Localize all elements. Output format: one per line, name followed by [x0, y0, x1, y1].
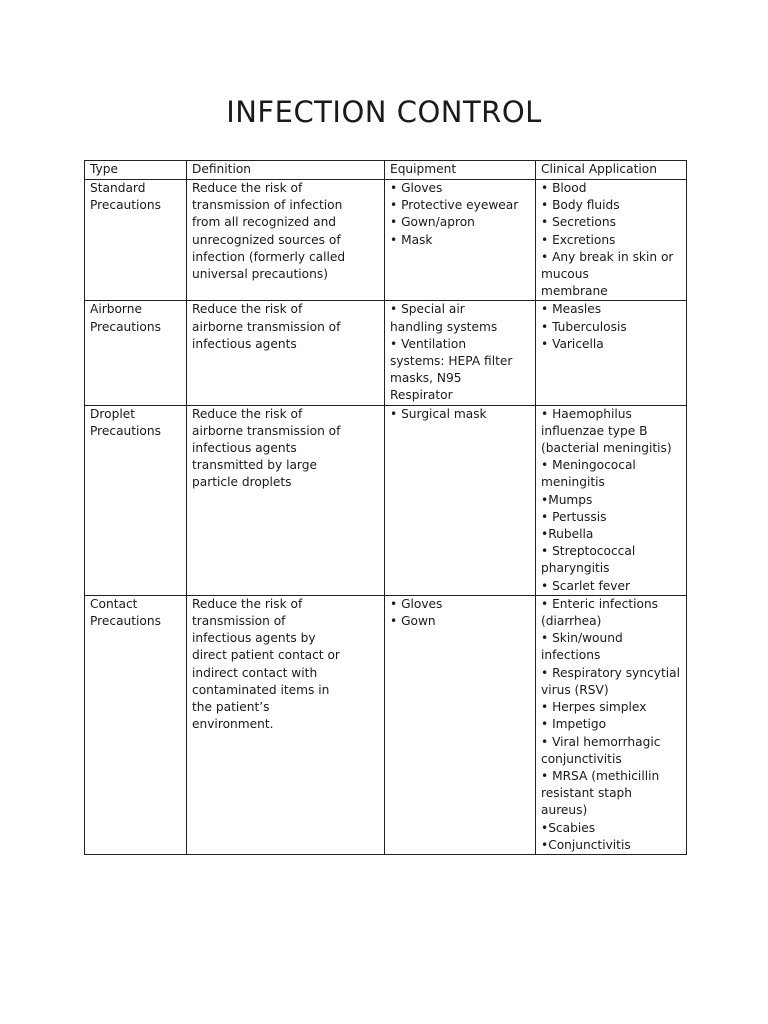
cell-text-line: • Respiratory syncytial	[541, 665, 680, 680]
cell-text-line: (bacterial meningitis)	[541, 441, 672, 456]
cell-text-line: masks, N95	[390, 371, 462, 386]
cell-text-line: • Protective eyewear	[390, 198, 519, 213]
cell-text-line: direct patient contact or	[192, 648, 340, 663]
cell-text-line: particle droplets	[192, 475, 292, 490]
cell-clinical-application	[536, 301, 687, 405]
cell-text-line: aureus)	[541, 803, 588, 818]
cell-text-line: • Impetigo	[541, 717, 607, 732]
cell-text-line: airborne transmission of	[192, 423, 341, 438]
cell-text-line: Contact	[90, 596, 138, 611]
cell-text-line: Airborne	[90, 302, 142, 317]
cell-type	[85, 595, 187, 854]
table-row	[85, 301, 687, 405]
cell-text-line: • Special air	[390, 302, 465, 317]
cell-text-line: mucous	[541, 267, 589, 282]
cell-text-line: • Mask	[390, 232, 433, 247]
cell-definition	[187, 595, 385, 854]
cell-text-line: • Varicella	[541, 336, 604, 351]
cell-text-line: indirect contact with	[192, 665, 318, 680]
cell-text-line: • Gown/apron	[390, 215, 475, 230]
cell-text-line: • Measles	[541, 302, 602, 317]
cell-text-line: infectious agents	[192, 336, 297, 351]
cell-text-line: Reduce the risk of	[192, 302, 303, 317]
cell-text-line: infections	[541, 648, 601, 663]
header-type: Type	[85, 161, 187, 180]
cell-text-line: • Viral hemorrhagic	[541, 734, 661, 749]
cell-text-line: • Body fluids	[541, 198, 620, 213]
cell-text-line: Respirator	[390, 388, 453, 403]
cell-equipment	[385, 405, 536, 595]
cell-definition	[187, 301, 385, 405]
cell-text-line: Droplet	[90, 406, 135, 421]
cell-text-line: influenzae type B	[541, 423, 648, 438]
cell-text-line: contaminated items in	[192, 682, 330, 697]
table-row	[85, 595, 687, 854]
cell-text-line: airborne transmission of	[192, 319, 341, 334]
cell-text-line: Precautions	[90, 319, 161, 334]
cell-text-line: • Scarlet fever	[541, 578, 631, 593]
cell-text-line: transmission of infection	[192, 198, 343, 213]
cell-text-line: • Herpes simplex	[541, 700, 647, 715]
header-definition: Definition	[187, 161, 385, 180]
cell-text-line: • Secretions	[541, 215, 616, 230]
cell-text-line: conjunctivitis	[541, 751, 622, 766]
cell-type	[85, 301, 187, 405]
cell-text-line: environment.	[192, 717, 274, 732]
cell-text-line: • Meningococal	[541, 458, 636, 473]
page-title: INFECTION CONTROL	[226, 95, 542, 129]
cell-text-line: Reduce the risk of	[192, 406, 303, 421]
cell-text-line: handling systems	[390, 319, 498, 334]
cell-text-line: infection (formerly called	[192, 249, 346, 264]
cell-clinical-application	[536, 595, 687, 854]
cell-text-line: transmitted by large	[192, 458, 317, 473]
cell-text-line: • Tuberculosis	[541, 319, 627, 334]
cell-text-line: • Skin/wound	[541, 631, 623, 646]
cell-text-line: Reduce the risk of	[192, 181, 303, 195]
cell-definition	[187, 180, 385, 301]
cell-text-line: • Haemophilus	[541, 406, 632, 421]
cell-text-line: pharyngitis	[541, 561, 610, 576]
table-row	[85, 405, 687, 595]
cell-text-line: • Enteric infections	[541, 596, 659, 611]
cell-text-line: meningitis	[541, 475, 605, 490]
cell-text-line: • Pertussis	[541, 509, 607, 524]
cell-text-line: universal precautions)	[192, 267, 328, 282]
header-equipment: Equipment	[385, 161, 536, 180]
cell-text-line: unrecognized sources of	[192, 232, 341, 247]
cell-text-line: • Surgical mask	[390, 406, 487, 421]
cell-text-line: Precautions	[90, 198, 161, 213]
cell-text-line: Precautions	[90, 614, 161, 629]
cell-definition	[187, 405, 385, 595]
cell-text-line: • Gloves	[390, 181, 443, 195]
cell-text-line: transmission of	[192, 614, 286, 629]
cell-text-line: • Streptococcal	[541, 544, 636, 559]
cell-text-line: •Rubella	[541, 527, 594, 542]
cell-equipment	[385, 301, 536, 405]
cell-text-line: membrane	[541, 284, 608, 299]
cell-text-line: infectious agents	[192, 441, 297, 456]
infection-control-table	[84, 160, 687, 855]
cell-text-line: •Scabies	[541, 820, 596, 835]
cell-text-line: from all recognized and	[192, 215, 337, 230]
cell-text-line: • Gown	[390, 614, 436, 629]
cell-text-line: Standard	[90, 181, 146, 195]
cell-text-line: • Any break in skin or	[541, 249, 674, 264]
cell-type	[85, 405, 187, 595]
cell-text-line: •Conjunctivitis	[541, 837, 631, 852]
cell-equipment	[385, 180, 536, 301]
table-row	[85, 180, 687, 301]
cell-text-line: systems: HEPA filter	[390, 354, 513, 369]
cell-text-line: •Mumps	[541, 492, 593, 507]
cell-text-line: Precautions	[90, 423, 161, 438]
cell-text-line: • Ventilation	[390, 336, 467, 351]
cell-clinical-application	[536, 405, 687, 595]
cell-text-line: virus (RSV)	[541, 682, 609, 697]
cell-type	[85, 180, 187, 301]
cell-text-line: (diarrhea)	[541, 614, 602, 629]
table-header-row	[85, 161, 687, 180]
cell-text-line: • Gloves	[390, 596, 443, 611]
cell-text-line: infectious agents by	[192, 631, 316, 646]
cell-clinical-application	[536, 180, 687, 301]
cell-text-line: • MRSA (methicillin	[541, 768, 660, 783]
cell-text-line: the patient’s	[192, 700, 270, 715]
cell-text-line: resistant staph	[541, 786, 633, 801]
cell-equipment	[385, 595, 536, 854]
cell-text-line: • Excretions	[541, 232, 616, 247]
cell-text-line: Reduce the risk of	[192, 596, 303, 611]
cell-text-line: • Blood	[541, 181, 587, 195]
header-clinical-application: Clinical Application	[536, 161, 687, 180]
